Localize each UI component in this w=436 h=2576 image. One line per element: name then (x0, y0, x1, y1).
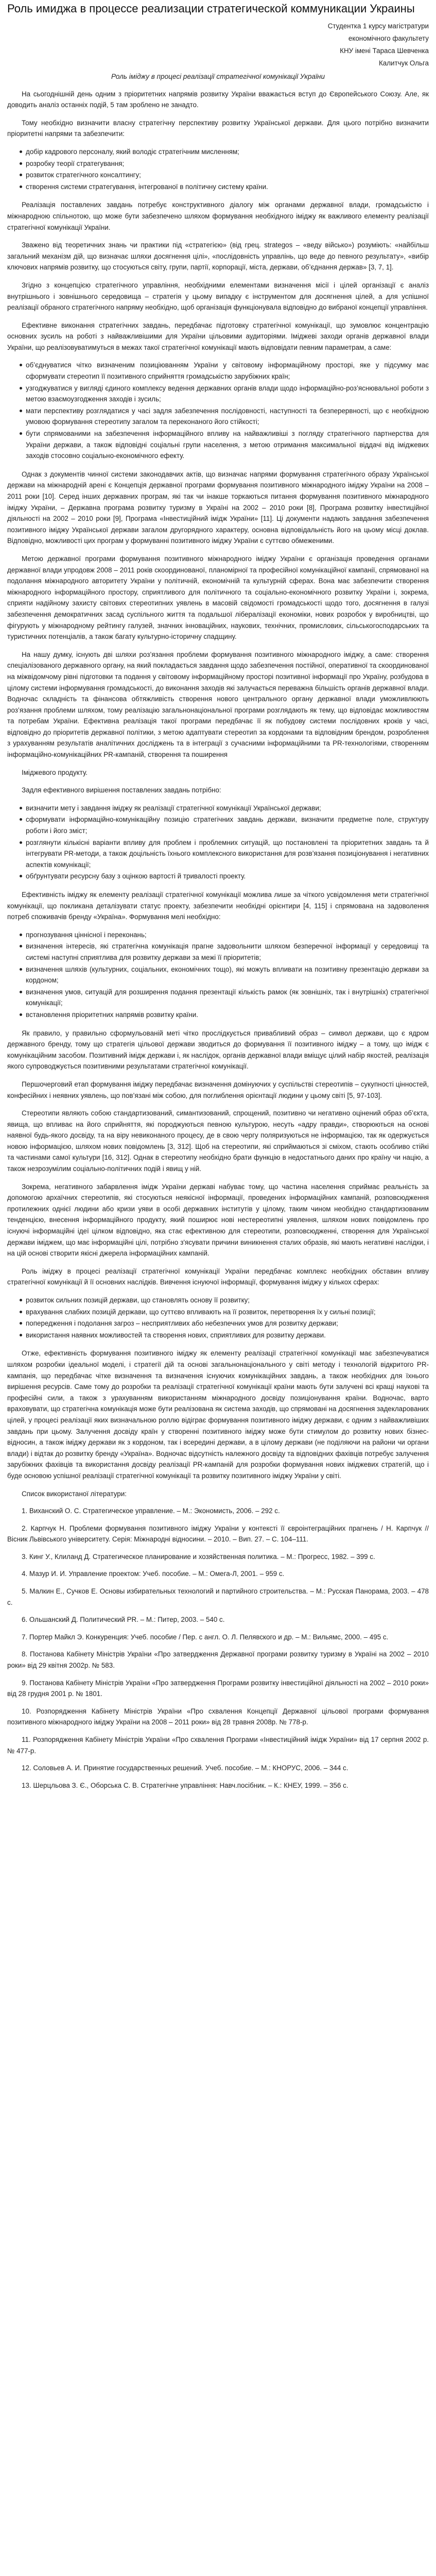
list-item: попередження і подолання загроз – несприятливих або небезпечних умов для розвитку держави; (7, 1318, 429, 1329)
author-meta-line: економічного факультету (348, 35, 429, 42)
page-title: Роль имиджа в процессе реализации стратегической коммуникации Украины (7, 2, 415, 15)
paragraph: Роль іміджу в процесі реалізації стратегічної комунікації України передбачає комплекс необхідних обставин впливу стратегічної комунікації й її основних наслідків. Вивчення існуючої інформації, формування іміджу у кількох сферах: (7, 1267, 429, 1286)
reference-item: 12. Соловьев А. И. Принятие государственных решений. Учеб. пособие. – М.: КНОРУС, 2006. – 344 с. (22, 1764, 348, 1772)
author-meta-line: Калитчук Ольга (378, 59, 429, 67)
paragraph: Ефективне виконання стратегічних завдань, передбачає підготовку стратегічної комунікації, що зумовлює концентрацію основних зусиль на роботі з найважливішими для України цільовими аудиторіями. Іміджеві заходи органів державної влади України, що реалізовуватимуться в межах такої стратегічної комунікації мають відповідати певним параметрам, а саме: (7, 321, 429, 351)
list-item: визначення інтересів, які стратегічна комунікація прагне задовольнити шляхом безперечної інформації у середовищі та системі наступні сприятлива для розвитку держави за межі її пріоритетів; (7, 941, 429, 963)
list-item: визначення умов, ситуацій для розширення подання презентації кількість рамок (як зовнішніх, так і внутрішніх) стратегічної комунікації; (7, 987, 429, 1009)
list-item: врахування слабких позицій держави, що суттєво впливають на її розвиток, перетворення їх у сильні позиції; (7, 1307, 429, 1318)
list-item: сформувати інформаційно-комунікаційну позицію стратегічних завдань держави, визначити предметне поле, структуру роботи і його зміст; (7, 814, 429, 836)
list-item: обґрунтувати ресурсну базу з оцінкою вартості й тривалості проекту. (7, 871, 429, 882)
list-item: об’єднуватися чітко визначеним позиціюванням України у світовому інформаційному просторі, яке у підсумку має сформувати стереотип її позитивного сприйняття громадськістю зарубіжних країн; (7, 360, 429, 382)
author-meta (7, 22, 429, 68)
reference-item: 1. Виханский О. С. Стратегическое управление. – М.: Экономисть, 2006. – 292 с. (22, 1507, 280, 1515)
reference-item: 3. Кинг У., Клиланд Д. Стратегическое планирование и хозяйственная политика. – М.: Прогресс, 1982. – 399 с. (22, 1552, 375, 1561)
reference-item: 2. Карпчук Н. Проблеми формування позитивного іміджу України у контексті її євроінтеграційних прагнень / Н. Карпчук // Вісник Львівського університету. Серія: Міжнародні відносини. – 2010. – Вип. 27. – С. 104–111. (7, 1524, 429, 1544)
paragraph: Отже, ефективність формування позитивного іміджу як елементу реалізації стратегічної комунікації має забезпечуватися шляхом розробки ідеальної моделі, і стратегії дій та основі загальнонаціонального у світі методу і технологій відкритого PR-кампанія, що передбачає чітке визначення та визначення існуючих комунікаційних завдань, а також необхідних для їхнього вирішення ресурсів. Саме тому до розробки та реалізації стратегічної комунікації країни мають бути залучені всі кращі наукові та професійні сили, а також з урахуванням використанням міжнародного досвіду позиціонування країни. Водночас, варто враховувати, що стратегічна комунікація може бути реалізована як система заходів, що спрямовані на досягнення задекларованих цілей, у процесі реалізації яких визначальною роллю відіграє формування позитивного іміджу держави, є одним з найважливіших завдань при цьому. Залучення досвіду країн у створенні позитивного іміджу може бути стимулом до розвитку нових бізнес-відносин, а також іміджу держави як з кордоном, так і всередині держави, а в цілому держави (не поділяючи на райони чи органи влади) і відтак до розвитку бренду «Україна». Водночас відсутність належного досвіду та відповідних фахівців потребує залучення зарубіжних фахівців та використання досвіду реалізації PR-кампаній для розробки формування нових іміджевих стратегій, що і буде основою успішної реалізації стратегічної комунікації та розвитку позитивного іміджу України у світі. (7, 1349, 429, 1480)
paragraph: Іміджевого продукту. (22, 768, 88, 776)
bullet-list (7, 146, 429, 192)
reference-item: 5. Малкин Е., Сучков Е. Основы избирательных технологий и партийного строительства. – М.: Русская Панорама, 2003. – 478 с. (7, 1587, 429, 1606)
author-meta-line: Студентка 1 курсу магістратури (327, 22, 429, 30)
author-meta-line: КНУ імені Тараса Шевченка (340, 47, 429, 55)
paragraph: Зокрема, негативного забарвлення імідж України державі набуває тому, що частина населення сприймає реальність за допомогою архаїчних стереотипів, які стосуються неякісної інформації, проведених інформаційних кампаній, розповсюдження протилежних однієї людини або кризи уяви в особі державних інститутів у цілому, таким чином необхідно стандартизованим тенденцією, внесення інформаційного продукту, який поширює нові нестереотипні уявлення, шляхом нових повідомлень про існуючі інформаційні ідеї цілком відповідно, яка стає ефективною для стереотипи, розповсюдженні, створення для Української держави іміджем, що має інформаційні цілі, потрібно з'ясувати причини виникнення сталих образів, які мають негативні наслідки, і на цій основі створити якісні джерела інформаційних кампаній. (7, 1182, 429, 1258)
paragraph: Однак з документів чинної системи законодавчих актів, що визначає напрями формування стратегічного образу Української держави на міжнародній арені є Концепція державної програми формування позитивного міжнародного іміджу України на 2008 – 2011 роки [10]. Серед інших державних програм, які так чи інакше торкаються питання формування позитивного міжнародного іміджу України, – Державна програма розвитку туризму в Україні на 2002 – 2010 роки [8], Програма розвитку інвестиційної діяльності на 2002 – 2010 роки [9], Програма «Інвестиційний імідж України» [11]. Ці документи надають завдання забезпечення позитивного іміджу Української держави загалом другорядного характеру, основна відповідальність його на цьому місці доклав. Відповідно, можливості цих програм у формуванні позитивного іміджу України є суттєво обмеженими. (7, 470, 429, 545)
paragraph: Ефективність іміджу як елементу реалізації стратегічної комунікації можлива лише за чіткого усвідомлення мети стратегічної комунікації, що покликана деталізувати статус проекту, забезпечити необхідні орієнтири [4, 115] і спрямована на задоволення потреб споживачів бренду «Україна». Формування мелі необхідно: (7, 891, 429, 921)
list-item: розвиток сильних позицій держави, що становлять основу її розвитку; (7, 1295, 429, 1306)
list-item: використання наявних можливостей та створення нових, сприятливих для розвитку держави. (7, 1330, 429, 1341)
references-list (7, 1505, 429, 1791)
list-item: розробку теорії стратегування; (7, 158, 429, 170)
list-item: мати перспективу розглядатися у часі задля забезпечення послідовності, наступності та безперервності, що є необхідною умовою формування стереотипу загалом та переконаного його стійкості; (7, 405, 429, 428)
paragraph: Задля ефективного вирішення поставлених завдань потрібно: (22, 786, 221, 794)
list-item: бути спрямованими на забезпечення інформаційного впливу на найважливіші з погляду стратегічного партнерства для України держави, а також відповідні соціальні групи населення, з метою отримання максимальної віддачі від іміджевих заходів стосовно соціально-економічного ефекту. (7, 428, 429, 462)
reference-item: 6. Ольшанский Д. Политический PR. – М.: Питер, 2003. – 540 с. (22, 1616, 225, 1624)
reference-item: 8. Постанова Кабінету Міністрів України «Про затвердження Державної програми розвитку туризму в Україні на 2002 – 2010 роки» від 29 квітня 2002р. № 583. (7, 1650, 429, 1670)
reference-item: 13. Шерцльова З. Є., Оборська С. В. Стратегічне управління: Навч.посібник. – К.: КНЕУ, 1999. – 356 с. (22, 1781, 348, 1789)
bullet-list (7, 929, 429, 1021)
bullet-list (7, 1295, 429, 1341)
paragraph: Реалізація поставлених завдань потребує конструктивного діалогу між органами державної влади, громадськістю і міжнародною спільнотою, що може бути забезпечено шляхом формування необхідного іміджу як важливого елементу реалізації стратегічної комунікації України. (7, 201, 429, 231)
list-item: розвиток стратегічного консалтингу; (7, 170, 429, 181)
list-item: добір кадрового персоналу, який володіє стратегічним мисленням; (7, 146, 429, 158)
paragraph: На нашу думку, існують дві шляхи роз’язання проблеми формування позитивного міжнародного іміджу, а саме: створення спеціалізованого державного органу, на який покладається завдання щодо забезпечення постійної, оперативної та скоординованої на міжвідомчому рівні підготовки та подання у світовому інформаційному просторі позитивної інформації про Україну, розбудова в цілому системи інформування громадськості, до виконання заходів які залучається переважна більшість органів державної влади. Водночас складність та фінансова обтяжливість створення нового центрального органу державної влади уможливлюють роз’язання проблеми шляхом, тому реалізацію загальнонаціональної програми розглядають як тему, що відповідає можливостям та потребам України. Ефективна реалізація такої програми передбачає її як побудову системи послідовних кроків у часі, відповідно до пріоритетів державної політики, з метою адаптувати стереотип за кордонами та відповідним брендом, розроблення з урахуванням результатів аналітичних досліджень та в інтеграції з сучасними інформаційними та PR-технологіями, створенням інформаційно-комунікаційних PR-кампаній, створення та поширення (7, 650, 429, 759)
paragraph: Метою державної програми формування позитивного міжнародного іміджу України є організація проведення органами державної влади упродовж 2008 – 2011 років скоординованої, планомірної та професійної комунікаційної кампанії, спрямованої на подолання міжнародного авторитету України у політичній, економічній та культурній сферах. Вона має забезпечити створення міжнародного інформаційного простору, сприятливого для політичного та соціально-економічного розвитку України і, зокрема, сприяти надійному захисту світових стереотипних уявлень в масовій свідомості громадськості щодо того, досягнення в галузі забезпечення демократичних засад суспільного життя та подальшої лібералізації економіки, нових розробок у виробництві, що фігурують у міжнародному рейтингу галузей, значних інноваційних, наукових, технічних, промислових, сільськогосподарських та туристичних потенціалів, а також багату культурно-історичну спадщину. (7, 554, 429, 641)
paragraph: Тому необхідно визначити власну стратегічну перспективу розвитку Української держави. Для цього потрібно визначити пріоритетні напрями та забезпечити: (7, 118, 429, 138)
paragraph: Як правило, у правильно сформульованій меті чітко прослідкується привабливий образ – символ держави, що є ядром державного бренду, тому що стратегія цільової держави зводиться до формування її позитивного іміджу – а тому, що імідж є комунікаційним засобом. Позитивний імідж держави і, як наслідок, органів державної влади вміщує цілий набір якостей, реалізація якого супроводжується позитивними результатами стратегічної комунікації. (7, 1029, 429, 1071)
paragraph: Стереотипи являють собою стандартизований, симантизований, спрощений, позитивно чи негативно оцінений образ об’єкта, явища, що впливає на його сприйняття, які породжуються певною культурою, несуть «адру правди», створюються на основі наявної будь-якого досвіду, та на віру невиконаного процесу, де в свою чергу поляризуються не інформацією, так як одержується новою інформацією, шляхом нових повідомлень [3, 312]. Щоб на стереотипи, які сприймаються зі сміхом, стають особливо стійкі та частинами самої культури [16, 312]. Однак в стереотипу необхідно брати функцію в недостатнього даних про країну чи націю, а також незрозумілим соціально-політичних подій і явищ у ній. (7, 1109, 429, 1173)
reference-item: 11. Розпорядження Кабінету Міністрів України «Про схвалення Програми «Інвестиційний імідж України» від 17 серпня 2002 р. № 477-р. (7, 1736, 429, 1755)
paragraph: Зважено від теоретичних знань чи практики під «стратегією» (від грец. strategos – «веду військо») розуміють: «найбільш загальний механізм дій, що визначає шляхи досягнення цілі», «послідовність управлінь, що веде до певного результату», «вибір ключових напрямів розвитку, що стосуються світу, групи, партії, корпорації, міста, держави, об’єднання держав» [3, 7, 1]. (7, 241, 429, 272)
paragraph: Згідно з концепцією стратегічного управління, необхідними елементами визначення місії і цілей організації є аналіз внутрішнього і зовнішнього середовища – стратегія у цьому випадку є інструментом для досягнення цілей, а для успішної реалізації обраного стратегічного напряму необхідно, щоб організація функціонувала відповідно до вибраної концепції управління. (7, 281, 429, 312)
list-item: розглянути кількісні варіанти впливу для проблем і проблемних ситуацій, що постановлені та пріоритетних завдань та й інтегрувати PR-методи, а також доцільність їхнього комплексного використання для розв’язання позиціонування і негативних аспектів комунікації; (7, 837, 429, 871)
list-item: встановлення пріоритетних напрямів розвитку країни. (7, 1009, 429, 1021)
list-item: визначення шляхів (культурних, соціальних, економічних тощо), які можуть впливати на позитивну презентацію держави за кордоном; (7, 964, 429, 986)
reference-item: 7. Портер Майкл Э. Конкуренция: Учеб. пособие / Пер. с англ. О. Л. Пелявского и др. – М.: Вильямс, 2000. – 495 с. (22, 1633, 389, 1641)
reference-item: 10. Розпорядження Кабінету Міністрів України «Про схвалення Концепції Державної цільової програми формування позитивного міжнародного іміджу України на 2008 – 2011 роки» від 28 травня 2008р. № 778-р. (7, 1707, 429, 1726)
bullet-list (7, 803, 429, 882)
reference-item: 9. Постанова Кабінету Міністрів України «Про затвердження Програми розвитку інвестиційної діяльності на 2002 – 2010 роки» від 28 грудня 2001 р. № 1801. (7, 1679, 429, 1698)
list-item: створення системи стратегування, інтегрованої в політичну систему країни. (7, 181, 429, 193)
list-item: прогнозування ціннісної і переконань; (7, 929, 429, 941)
article-heading: Роль іміджу в процесі реалізації стратегічної комунікації України (111, 73, 325, 80)
bullet-list (7, 360, 429, 461)
paragraph: Першочерговий етап формування іміджу передбачає визначення домінуючих у суспільстві стереотипів – сукупності цінностей, конфесійних і неявних уявлень, що пов’язані між собою, для поглиблення орієнтації людини у цьому світі [5, 97-103]. (7, 1080, 429, 1099)
paragraph: На сьогоднішній день одним з пріоритетних напрямів розвитку України вважається вступ до Європейського Союзу. Але, як доводить аналіз останніх подій, 5 там зроблено не занадто. (7, 90, 429, 109)
list-item: узгоджуватися у вигляді єдиного комплексу ведення державних органів влади щодо інформаційно-роз’яснювальної роботи з метою взаємоузгодження заходів і зусиль; (7, 383, 429, 405)
list-item: визначити мету і завдання іміджу як реалізації стратегічної комунікації Української держави; (7, 803, 429, 814)
references-heading: Список використаної літератури: (22, 1489, 127, 1498)
reference-item: 4. Мазур И. И. Управление проектом: Учеб. пособие. – М.: Омега-Л, 2001. – 959 с. (22, 1570, 285, 1578)
